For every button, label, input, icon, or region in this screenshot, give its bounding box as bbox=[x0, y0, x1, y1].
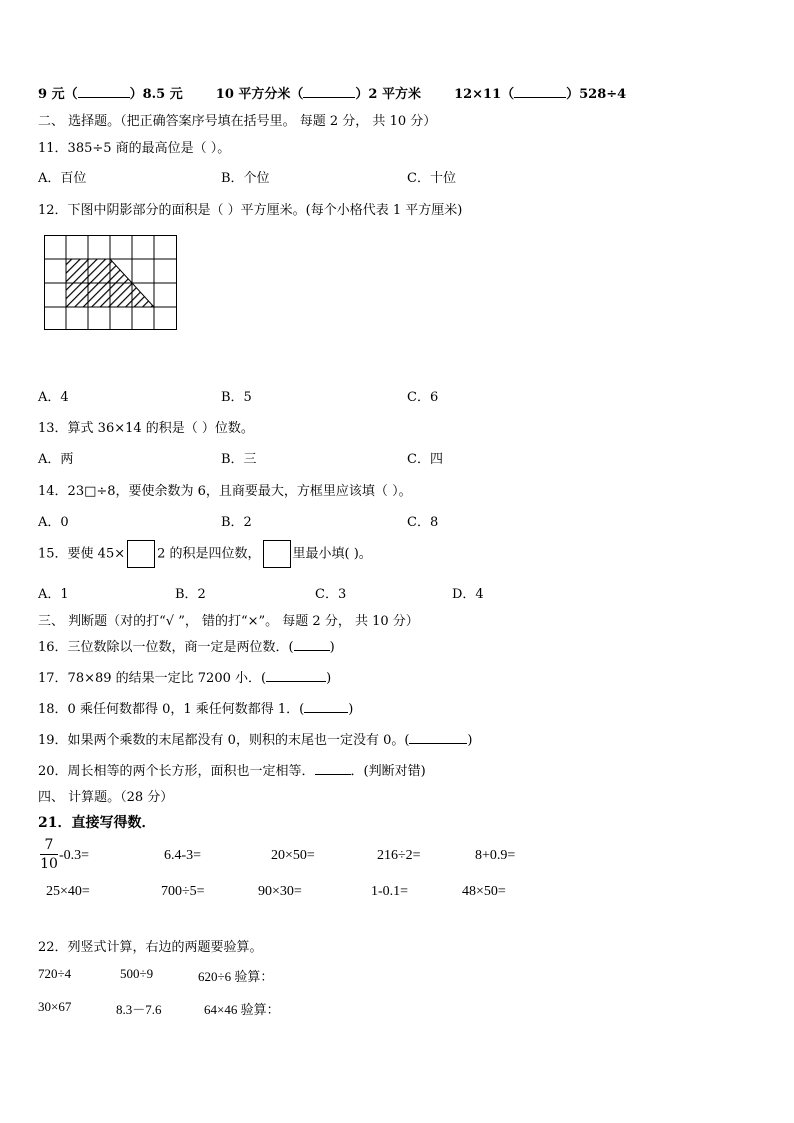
q15-text-part3: 里最小填( )。 bbox=[292, 546, 372, 562]
q20-close: ．(判断对错) bbox=[350, 764, 426, 779]
q15-text-part1: 15．要使 45× bbox=[38, 546, 126, 562]
q12-option-c[interactable]: C．6 bbox=[407, 390, 439, 405]
q13-option-c[interactable]: C．四 bbox=[407, 452, 443, 467]
compare-b-blank[interactable] bbox=[303, 85, 355, 98]
q17-text bbox=[38, 667, 331, 686]
q20-blank[interactable] bbox=[315, 762, 351, 775]
q18-text bbox=[38, 698, 353, 717]
compare-a-right: ）8.5 元 bbox=[129, 87, 183, 102]
section3-title: 三、 判断题（对的打“√ ”， 错的打“×”。 每题 2 分， 共 10 分） bbox=[38, 614, 419, 629]
compare-c-right: ）528÷4 bbox=[566, 87, 627, 102]
q15-text bbox=[38, 540, 372, 569]
q15-option-a[interactable]: A．1 bbox=[38, 587, 69, 602]
compare-c-blank[interactable] bbox=[514, 85, 566, 98]
q11-option-c[interactable]: C．十位 bbox=[407, 171, 456, 186]
q21-item: 6.4-3= bbox=[164, 848, 202, 863]
q14-text: 14．23□÷8，要使余数为 6，且商要最大，方框里应该填（ ）。 bbox=[38, 484, 412, 499]
q21-item: 1-0.1= bbox=[371, 884, 409, 899]
q21-title: 21．直接写得数． bbox=[38, 815, 156, 831]
q18-blank[interactable] bbox=[304, 700, 348, 713]
q21-item: 216÷2= bbox=[377, 848, 421, 863]
q20-stem: 20．周长相等的两个长方形，面积也一定相等． bbox=[38, 764, 315, 779]
q12-option-a[interactable]: A．4 bbox=[38, 390, 69, 405]
fraction-denominator: 10 bbox=[40, 856, 58, 872]
q22-item: 30×67 bbox=[38, 999, 72, 1014]
q18-close: ) bbox=[348, 702, 354, 717]
q19-close: ) bbox=[467, 733, 473, 748]
q21-item: 48×50= bbox=[462, 884, 506, 899]
q13-option-b[interactable]: B．三 bbox=[221, 452, 257, 467]
compare-b-right: ）2 平方米 bbox=[355, 87, 421, 102]
q11-option-a[interactable]: A．百位 bbox=[38, 171, 87, 186]
q21-item: 20×50= bbox=[271, 848, 315, 863]
q22-item: 64×46 验算： bbox=[204, 1002, 280, 1017]
q15-option-b[interactable]: B．2 bbox=[175, 587, 206, 602]
q22-item: 500÷9 bbox=[120, 966, 154, 981]
q16-text bbox=[38, 636, 335, 655]
q21-item: 8+0.9= bbox=[475, 848, 516, 863]
q21-item: 700÷5= bbox=[161, 884, 205, 899]
compare-row bbox=[38, 83, 626, 102]
compare-a-blank[interactable] bbox=[78, 85, 130, 98]
shaded-grid-figure bbox=[44, 235, 178, 331]
q15-answer-box[interactable] bbox=[263, 540, 291, 568]
q13-text: 13．算式 36×14 的积是（ ）位数。 bbox=[38, 421, 254, 436]
q11-text: 11．385÷5 商的最高位是（ ）。 bbox=[38, 141, 231, 156]
compare-c-left: 12×11（ bbox=[454, 87, 515, 102]
compare-a-left: 9 元（ bbox=[38, 87, 78, 102]
q16-close: ) bbox=[329, 640, 335, 655]
q19-text bbox=[38, 729, 473, 748]
q21-item: 90×30= bbox=[258, 884, 302, 899]
q15-text-part2: 2 的积是四位数， bbox=[157, 546, 261, 562]
q11-option-b[interactable]: B．个位 bbox=[221, 171, 270, 186]
section4-title: 四、 计算题。（28 分） bbox=[38, 790, 174, 805]
q17-stem: 17．78×89 的结果一定比 7200 小．( bbox=[38, 671, 267, 686]
q21-item: 25×40= bbox=[46, 884, 90, 899]
q22-title: 22．列竖式计算，右边的两题要验算。 bbox=[38, 940, 263, 955]
q16-blank[interactable] bbox=[294, 638, 330, 651]
q19-blank[interactable] bbox=[409, 731, 467, 744]
q12-text: 12．下图中阴影部分的面积是（ ）平方厘米。(每个小格代表 1 平方厘米) bbox=[38, 203, 463, 218]
q17-blank[interactable] bbox=[266, 669, 326, 682]
q12-option-b[interactable]: B．5 bbox=[221, 390, 252, 405]
q19-stem: 19．如果两个乘数的末尾都没有 0，则积的末尾也一定没有 0。( bbox=[38, 733, 410, 748]
q22-item: 8.3－7.6 bbox=[116, 1002, 162, 1017]
q15-option-d[interactable]: D．4 bbox=[452, 587, 484, 602]
q16-stem: 16．三位数除以一位数，商一定是两位数．( bbox=[38, 640, 294, 655]
q15-digit-box[interactable] bbox=[127, 540, 155, 568]
q14-option-a[interactable]: A．0 bbox=[38, 515, 69, 530]
q21-item: -0.3= bbox=[59, 848, 90, 863]
q14-option-b[interactable]: B．2 bbox=[221, 515, 252, 530]
q22-item: 720÷4 bbox=[38, 966, 72, 981]
compare-b-left: 10 平方分米（ bbox=[215, 87, 304, 102]
section2-title: 二、 选择题。（把正确答案序号填在括号里。 每题 2 分， 共 10 分） bbox=[38, 114, 437, 129]
q17-close: ) bbox=[326, 671, 332, 686]
q18-stem: 18．0 乘任何数都得 0，1 乘任何数都得 1．( bbox=[38, 702, 305, 717]
q21-fraction bbox=[40, 836, 58, 873]
q13-option-a[interactable]: A．两 bbox=[38, 452, 74, 467]
q14-option-c[interactable]: C．8 bbox=[407, 515, 439, 530]
q20-text bbox=[38, 760, 426, 779]
q15-option-c[interactable]: C．3 bbox=[315, 587, 347, 602]
fraction-numerator: 7 bbox=[40, 836, 58, 855]
q22-item: 620÷6 验算： bbox=[198, 969, 274, 984]
